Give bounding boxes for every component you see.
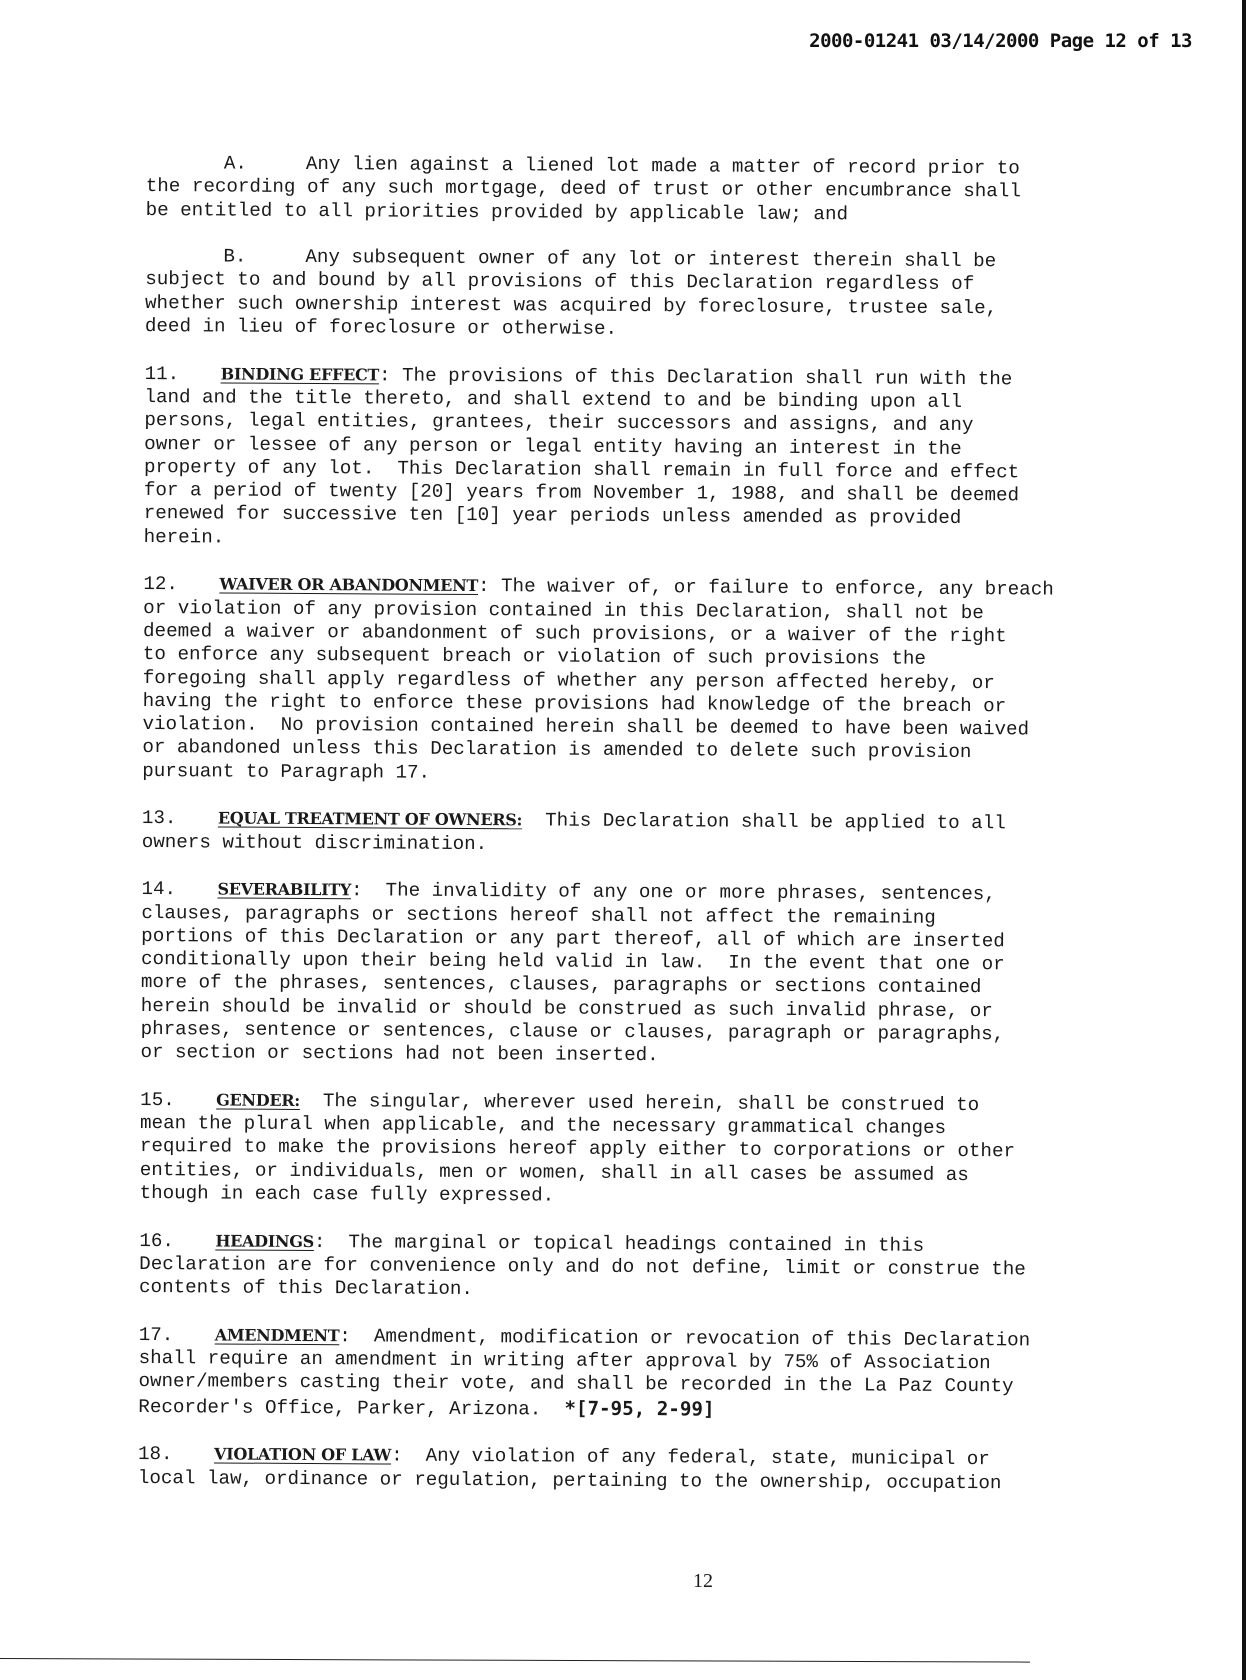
section-11 — [144, 362, 1145, 555]
subparagraph-label: A. — [223, 152, 248, 175]
section-separator — [300, 1090, 323, 1112]
section-number: 14. — [141, 878, 177, 901]
section-text: The marginal or topical headings contained in this Declaration are for convenience only and do not define, limit or construe the contents of this Declaration. — [138, 1230, 1026, 1301]
section-number: 17. — [138, 1323, 174, 1347]
document-body — [138, 152, 1146, 1519]
section-text: The invalidity of any one or more phrases, sentences, clauses, paragraphs or sections hereof shall not affect the remaining portions of this Declaration or any part thereof, all of which are inserted conditionally upon their being held valid in law. In the event that one or more of the phrases, sentences, clauses, paragraphs or sections contained herein should be invalid or should be construed as such invalid phrase, or phrases, sentence or sentences, clause or clauses, paragraph or paragraphs, or section or sections had not been inserted. — [140, 879, 1005, 1067]
section-heading: AMENDMENT — [214, 1325, 340, 1346]
subparagraph-text: Any lien against a liened lot made a matter of record prior to the recording of any such mortgage, deed of trust or other encumbrance shall be entitled to all priorities provided by applicable law; and — [145, 152, 1021, 225]
section-heading: EQUAL TREATMENT OF OWNERS: — [217, 808, 523, 830]
section-15 — [140, 1088, 1141, 1212]
section-separator: : — [391, 1444, 426, 1468]
section-text: The waiver of, or failure to enforce, any breach or violation of any provision contained in this Declaration, shall not be deemed a waiver or abandonment of such provisions, or a waiver of the right to enforce any subsequent breach or violation of such provisions the foregoing shall apply regardless of whether any person affected hereby, or having the right to enforce these provisions had knowledge of the breach or violation. No provision contained herein shall be deemed to have been waived or abandoned unless this Declaration is amended to delete such provision pursuant to Paragraph 17. — [142, 575, 1054, 784]
section-number: 11. — [144, 362, 180, 385]
section-text: Any violation of any federal, state, municipal or local law, ordinance or regulation, pertaining to the ownership, occupation — [137, 1445, 1002, 1494]
section-separator — [522, 810, 545, 832]
section-16 — [139, 1229, 1139, 1306]
section-number: 12. — [143, 573, 178, 596]
section-heading: VIOLATION OF LAW — [213, 1444, 392, 1465]
section-text: The provisions of this Declaration shall run with the land and the title thereto, and shall extend to and be binding upon all persons, legal entities, grantees, their successors and assigns, and any owner or lessee of any person or legal entity having an interest in the property of any lot. This Declaration shall remain in full force and effect for a period of twenty [20] years from November 1, 1988, and shall be deemed renewed for successive ten [10] year periods unless amended as provided herein. — [143, 364, 1020, 549]
section-separator: : — [378, 364, 403, 387]
section-13 — [142, 806, 1142, 860]
section-14 — [140, 877, 1141, 1070]
subparagraph-text: Any subsequent owner of any lot or interest therein shall be subject to and bound by all provisions of this Declaration regardless of whether such ownership interest was acquired by foreclosure, trustee sale, deed in lieu of foreclosure or otherwise. — [144, 246, 998, 340]
section-heading: WAIVER OR ABANDONMENT — [219, 574, 479, 596]
scan-edge-line — [0, 1658, 1030, 1663]
section-number: 13. — [141, 807, 177, 830]
section-17 — [138, 1323, 1139, 1425]
subparagraph-label: B. — [223, 245, 247, 268]
section-text: Amendment, modification or revocation of this Declaration shall require an amendment in writing after approval by 75% of Association owner/members casting their vote, and shall be recorded in the La Paz County Recorder's Office, Parker, Arizona. — [138, 1325, 1031, 1421]
section-heading: SEVERABILITY — [217, 879, 352, 900]
section-text: This Declaration shall be applied to all owners without discrimination. — [141, 809, 1006, 855]
scan-right-border — [1242, 0, 1246, 1680]
amendment-note: *[7-95, 2-99] — [564, 1396, 715, 1421]
section-number: 16. — [139, 1229, 174, 1252]
section-separator: : — [313, 1230, 349, 1253]
section-number: 15. — [140, 1088, 175, 1112]
section-text: The singular, wherever used herein, shall be construed to mean the plural when applicable, and the necessary grammatical changes required to make the provisions hereof apply either to corporations or other entities, or individuals, men or women, shall in all cases be assumed as though in each case fully expressed. — [139, 1089, 1016, 1207]
section-heading: GENDER: — [216, 1090, 300, 1110]
section-heading: HEADINGS — [215, 1231, 314, 1251]
recording-stamp: 2000-01241 03/14/2000 Page 12 of 13 — [809, 30, 1192, 52]
section-separator: : — [477, 575, 502, 598]
subparagraph-b — [145, 245, 1146, 344]
section-separator: : — [350, 879, 386, 902]
section-number: 18. — [137, 1443, 173, 1466]
section-separator: : — [339, 1325, 374, 1348]
section-18 — [138, 1442, 1138, 1496]
page-number: 12 — [693, 1570, 713, 1592]
subparagraph-a — [146, 152, 1146, 228]
section-heading: BINDING EFFECT — [220, 364, 380, 385]
section-12 — [142, 572, 1143, 789]
